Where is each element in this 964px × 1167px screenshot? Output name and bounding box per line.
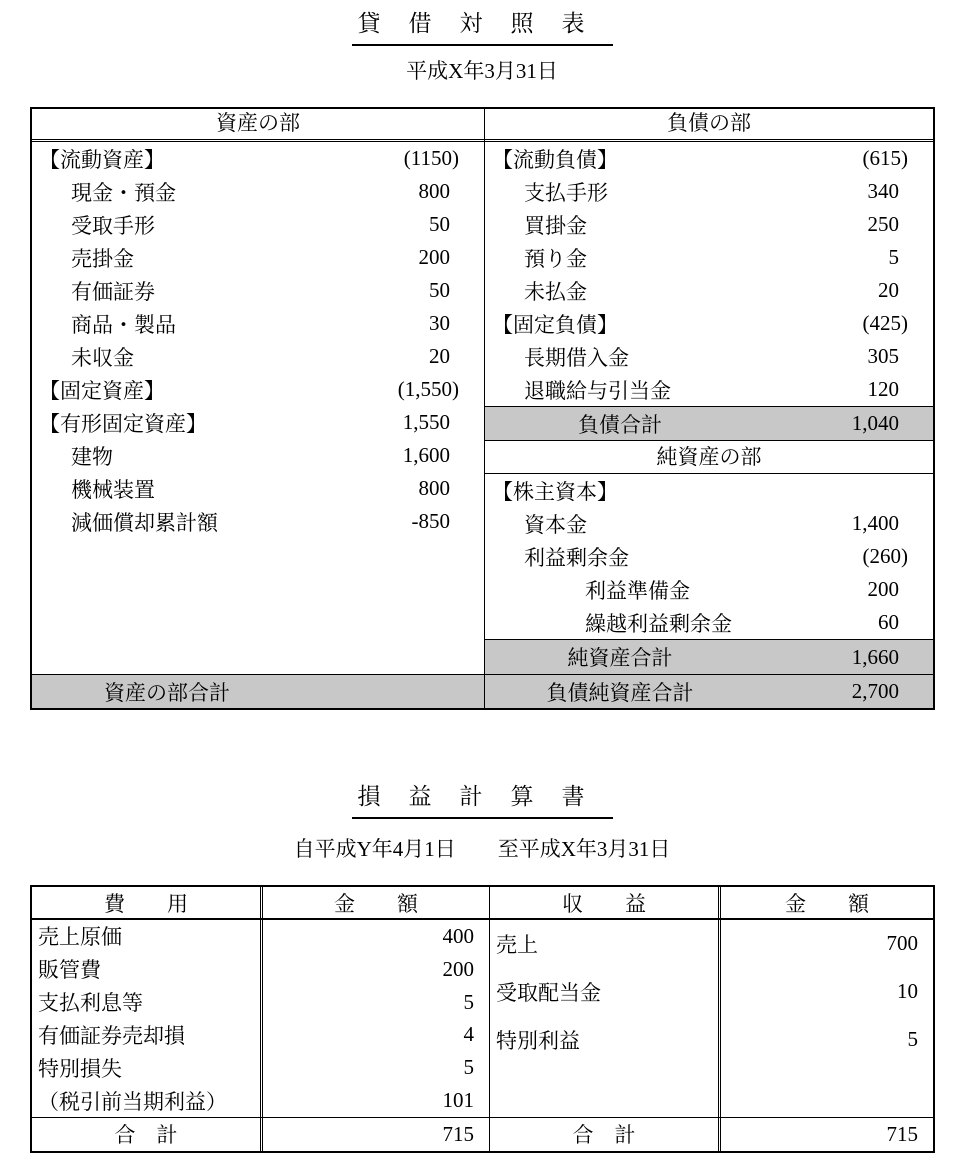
table-row <box>490 1081 933 1099</box>
total-label: 資産の部合計 <box>104 680 230 705</box>
row-value: 50 <box>429 278 450 302</box>
row-label: 受取手形 <box>71 213 155 238</box>
row-label: 未払金 <box>524 279 587 304</box>
expenses-half <box>32 887 490 1151</box>
row-value: 800 <box>418 179 450 203</box>
row-label: 【株主資本】 <box>492 479 618 504</box>
column-header-expenses: 費 用 <box>104 891 188 916</box>
row-label: 【有形固定資産】 <box>39 411 207 436</box>
row-label: 有価証券 <box>71 279 155 304</box>
row-value: (1,550) <box>397 377 459 401</box>
table-row <box>32 1051 489 1084</box>
row-value: 700 <box>718 920 933 968</box>
row-value: 20 <box>878 278 899 302</box>
table-row <box>485 307 933 340</box>
row-label: 【流動資産】 <box>39 147 165 172</box>
table-row <box>32 406 484 439</box>
row-label: 特別損失 <box>38 1056 122 1081</box>
table-row <box>485 175 933 208</box>
total-value: 1,040 <box>851 411 899 435</box>
row-value: 30 <box>429 311 450 335</box>
table-row <box>490 1063 933 1081</box>
table-row <box>485 540 933 573</box>
row-value: 400 <box>260 920 489 953</box>
table-row <box>32 307 484 340</box>
row-label: 現金・預金 <box>71 180 176 205</box>
row-value: 5 <box>718 1016 933 1064</box>
row-value: 60 <box>878 610 899 634</box>
table-row <box>485 274 933 307</box>
row-label: 減価償却累計額 <box>71 510 218 535</box>
row-label: 商品・製品 <box>71 312 176 337</box>
column-header-revenues: 収 益 <box>562 891 646 916</box>
liabilities-pane <box>485 109 933 708</box>
table-row <box>32 208 484 241</box>
table-row <box>32 1018 489 1051</box>
table-row <box>490 920 933 968</box>
row-value: 1,600 <box>402 443 450 467</box>
table-row <box>32 986 489 1019</box>
balance-sheet-title: 貸借対照表 <box>352 5 613 46</box>
row-value: 200 <box>867 577 899 601</box>
row-value: -850 <box>411 509 450 533</box>
balance-sheet-title-block <box>0 5 964 46</box>
table-row <box>485 340 933 373</box>
income-statement-title: 損益計算書 <box>352 778 613 819</box>
row-value: 5 <box>888 245 899 269</box>
row-label: 売上原価 <box>38 925 122 950</box>
row-label: 買掛金 <box>524 213 587 238</box>
row-label: 受取配当金 <box>496 980 601 1005</box>
row-label: 繰越利益剰余金 <box>585 611 732 636</box>
column-header-amount: 金 額 <box>718 887 933 918</box>
net-assets-section-header: 純資産の部 <box>485 441 933 474</box>
row-label: 支払利息等 <box>38 991 143 1016</box>
row-value: 1,550 <box>402 410 450 434</box>
revenues-total-row <box>490 1117 933 1151</box>
table-row <box>490 968 933 1016</box>
income-statement-period: 自平成Y年4月1日 至平成X年3月31日 <box>293 837 671 861</box>
row-value: 800 <box>418 476 450 500</box>
assets-empty-space <box>32 538 484 674</box>
liabilities-total-row <box>485 406 933 441</box>
table-row <box>490 1016 933 1064</box>
table-row <box>32 953 489 986</box>
assets-total-row <box>32 674 484 708</box>
table-row <box>32 274 484 307</box>
table-row <box>32 241 484 274</box>
total-value: 1,660 <box>851 644 899 669</box>
row-value: (615) <box>862 146 908 170</box>
balance-sheet-table <box>30 107 935 710</box>
table-row <box>485 241 933 274</box>
revenues-header-row <box>490 887 933 920</box>
total-value: 2,700 <box>851 679 899 703</box>
table-row <box>485 142 933 175</box>
table-row <box>32 175 484 208</box>
row-value: 200 <box>260 953 489 986</box>
expenses-header-row <box>32 887 489 920</box>
row-label: 売掛金 <box>71 246 134 271</box>
row-label: 支払手形 <box>524 180 608 205</box>
table-row <box>32 505 484 538</box>
row-label: 有価証券売却損 <box>38 1023 185 1048</box>
total-label: 純資産合計 <box>567 646 673 670</box>
row-label: 利益準備金 <box>585 578 690 603</box>
total-label: 負債純資産合計 <box>546 680 694 705</box>
row-label <box>490 1063 718 1081</box>
row-label: 特別利益 <box>496 1028 580 1053</box>
total-label: 負債合計 <box>578 412 662 437</box>
row-value: 4 <box>260 1018 489 1051</box>
row-value: 305 <box>867 344 899 368</box>
row-value: 5 <box>260 986 489 1019</box>
table-row <box>32 920 489 953</box>
table-row <box>32 373 484 406</box>
table-row <box>32 1084 489 1117</box>
row-value: 101 <box>260 1084 489 1117</box>
row-value: 10 <box>718 968 933 1016</box>
row-label <box>490 1081 718 1099</box>
row-value <box>718 1081 933 1099</box>
row-value: 340 <box>867 179 899 203</box>
table-row <box>485 208 933 241</box>
balance-sheet-date: 平成X年3月31日 <box>406 59 558 83</box>
table-row <box>485 474 933 507</box>
total-value: 715 <box>718 1118 933 1151</box>
row-value: 250 <box>867 212 899 236</box>
income-statement-table <box>30 885 935 1153</box>
table-row <box>32 439 484 472</box>
row-value: (425) <box>862 311 908 335</box>
table-row <box>485 606 933 639</box>
table-row <box>32 472 484 505</box>
table-row <box>32 340 484 373</box>
row-value <box>718 1063 933 1081</box>
assets-pane <box>32 109 485 708</box>
liabilities-section-header: 負債の部 <box>485 109 933 142</box>
total-value: 715 <box>260 1118 489 1151</box>
row-label: 利益剰余金 <box>524 545 629 570</box>
row-value: 120 <box>867 377 899 401</box>
row-value: (1150) <box>403 146 459 170</box>
row-label: 機械装置 <box>71 477 155 502</box>
row-label: 退職給与引当金 <box>524 378 671 403</box>
row-label <box>490 1099 718 1117</box>
expenses-total-row <box>32 1117 489 1151</box>
table-row <box>490 1099 933 1117</box>
row-value: 20 <box>429 344 450 368</box>
assets-section-header: 資産の部 <box>32 109 484 142</box>
row-value: 200 <box>418 245 450 269</box>
row-value: 50 <box>429 212 450 236</box>
liabilities-net-assets-grand-total-row <box>485 674 933 708</box>
table-row <box>32 142 484 175</box>
row-label: 売上 <box>496 932 538 957</box>
row-label: 預り金 <box>524 246 587 271</box>
net-assets-total-row <box>485 639 933 674</box>
table-row <box>485 507 933 540</box>
row-label: 【固定負債】 <box>492 312 618 337</box>
total-label: 合 計 <box>572 1123 636 1148</box>
row-label: 長期借入金 <box>524 345 629 370</box>
row-value <box>718 1099 933 1117</box>
row-label: 販管費 <box>38 958 101 983</box>
row-label: 【流動負債】 <box>492 147 618 172</box>
row-label: 【固定資産】 <box>39 378 165 403</box>
row-label: （税引前当期利益） <box>38 1089 227 1114</box>
row-value: 1,400 <box>851 511 899 535</box>
revenues-half <box>490 887 933 1151</box>
income-statement-title-block <box>0 778 964 819</box>
row-value: (260) <box>862 544 908 568</box>
row-label: 未収金 <box>71 345 134 370</box>
table-row <box>485 373 933 406</box>
row-label: 資本金 <box>524 512 587 537</box>
row-value: 5 <box>260 1051 489 1084</box>
row-label: 建物 <box>71 444 113 469</box>
total-label: 合 計 <box>114 1123 178 1148</box>
column-header-amount: 金 額 <box>260 887 489 918</box>
table-row <box>485 573 933 606</box>
